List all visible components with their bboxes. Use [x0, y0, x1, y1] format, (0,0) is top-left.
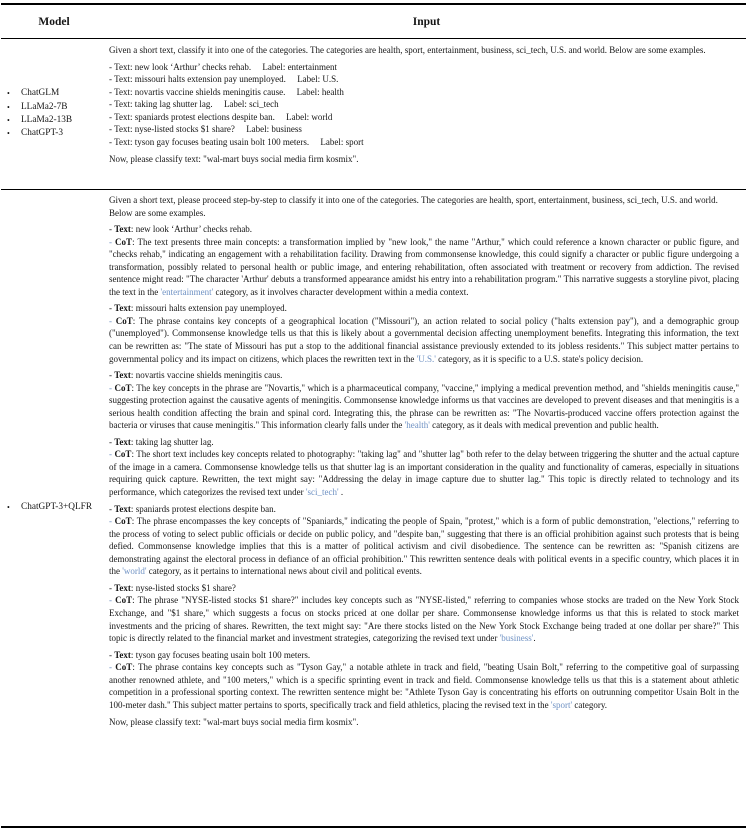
example-text: tyson gay focuses beating usain bolt 100 meters. [135, 649, 311, 660]
dash-glyph: - [109, 595, 116, 606]
dash-glyph: - [109, 382, 115, 393]
cot-label: CoT [114, 449, 132, 460]
model-list-item [7, 127, 72, 140]
example-list [109, 61, 739, 149]
text-label: Text [114, 649, 131, 660]
dash-glyph: - [109, 516, 115, 527]
category-term: 'business' [499, 633, 534, 644]
model-list [7, 87, 72, 141]
example-label: Label: health [296, 86, 344, 97]
dash-glyph: - [109, 370, 115, 381]
model-name: LLaMa2-7B [21, 101, 68, 112]
column-header-model: Model [38, 15, 70, 28]
bullet-icon: • [7, 89, 10, 99]
colon-glyph: : [130, 303, 136, 314]
bullet-icon: • [7, 116, 10, 125]
example-text-line [109, 649, 739, 662]
example-text: nyse-listed stocks $1 share? [135, 582, 236, 593]
cot-example-block [109, 649, 739, 712]
cot-paragraph [109, 236, 739, 299]
cot-text-pre: The phrase contains key concepts such as "Tyson Gay," a notable athlete in track and field, "beating Usain Bolt," referring to the competitive goal of surpassing another renowned athlete, and "100 meters," which is a specific sprinting event in track and field. Commonsense knowledge tells us that this is a statement about athletic competition in a professional sporting context. The rewritten sentence might be: "Athlete Tyson Gay is concentrating his efforts on outrunning competitor Usain Bolt in the 100-meter dash." This subject matter pertains to sports, specifically track and field athletics, placing the revised text in the [109, 662, 739, 710]
few-shot-example-line [109, 61, 739, 74]
example-label: Label: world [286, 111, 333, 122]
cot-text-post: category. [572, 699, 608, 710]
bullet-icon: • [7, 102, 10, 112]
cot-text-post: category, as it deals with medical prevention and public health. [429, 420, 659, 431]
example-label: Label: sci_tech [223, 99, 279, 110]
text-label: Text [114, 582, 131, 593]
dash-glyph: - [109, 449, 115, 460]
model-list [7, 501, 92, 514]
example-text: - Text: tyson gay focuses beating usain bolt 100 meters. [109, 136, 310, 147]
table-header-row [1, 5, 746, 39]
category-term: 'entertainment' [160, 286, 214, 297]
example-text-line [109, 223, 739, 236]
example-text: - Text: taking lag shutter lag. [109, 99, 213, 110]
colon-glyph: : [130, 436, 136, 447]
model-name: ChatGLM [21, 88, 60, 99]
cot-text-post: . [533, 633, 536, 644]
cot-label: CoT [115, 662, 133, 673]
model-name: LLaMa2-13B [21, 115, 73, 125]
column-header-input: Input [412, 15, 441, 28]
bullet-icon: • [7, 129, 10, 139]
input-cell [107, 39, 746, 189]
colon-glyph: : [130, 582, 136, 593]
prompt-final: Now, please classify text: "wal-mart buys social media firm kosmix". [109, 154, 359, 165]
input-cell [107, 190, 746, 826]
example-label: Label: business [246, 124, 302, 135]
model-name: ChatGPT-3 [21, 128, 64, 139]
cot-text-pre: The phrase encompasses the key concepts of "Spaniards," indicating the people of Spain, "protest," which is a form of public demonstration, "elections," referring to the process of voting to select public officials or decide on public policy, and "despite ban," suggesting that there is an official prohibition against such protests that is being defied. Commonsense knowledge implies that this is a matter of political activism and civil disobedience. The sentence can be rewritten as: "Spanish citizens are demonstrating against the electoral process in defiance of an official prohibition." This rewritten sentence deals with political events in a specific country, which places it in the [109, 516, 740, 577]
dash-glyph: - [109, 503, 115, 514]
model-list-item [7, 87, 72, 100]
cot-text-post: . [338, 487, 344, 498]
example-text: taking lag shutter lag. [135, 436, 214, 447]
colon-glyph: : [132, 595, 138, 606]
text-label: Text [114, 503, 131, 514]
colon-glyph: : [132, 662, 138, 673]
cot-example-block [109, 582, 739, 645]
cot-paragraph [109, 594, 739, 644]
cot-label: CoT [114, 382, 132, 393]
few-shot-example-line [109, 86, 739, 99]
cot-example-block [109, 503, 739, 578]
prompt-comparison-table [1, 3, 746, 828]
cot-text-pre: The text presents three main concepts: a transformation implied by "new look," the name "Arthur," which could reference a known character or public figure, and "checks rehab," indicating an engagement with a rehabilitation facility. Drawing from commonsense knowledge, this could signify a character or public figure undergoing a transformation, possibly related to personal health or public image, and entering rehabilitation, often associated with treatment or recovery from addiction. The revised sentence might read: "The character 'Arthur' debuts a transformed appearance amidst his entry into a rehabilitation program." This narrative suggests a storyline pivot, placing the text in the [109, 236, 739, 297]
model-list-item [7, 114, 72, 127]
few-shot-example-line [109, 73, 739, 86]
model-cell [1, 39, 107, 189]
dash-glyph: - [109, 303, 115, 314]
example-text-line [109, 582, 739, 595]
colon-glyph: : [130, 503, 136, 514]
cot-paragraph [109, 382, 739, 432]
cot-label: CoT [115, 595, 133, 606]
example-text: - Text: nyse-listed stocks $1 share? [109, 124, 235, 135]
model-list-item [7, 101, 72, 114]
category-term: 'world' [122, 566, 147, 577]
text-label: Text [114, 224, 131, 235]
few-shot-example-line [109, 111, 739, 124]
example-text: - Text: novartis vaccine shields meningitis cause. [109, 86, 286, 97]
example-label: Label: sport [320, 136, 364, 147]
example-text: - Text: new look ‘Arthur’ checks rehab. [109, 61, 252, 72]
cot-paragraph [109, 315, 739, 365]
example-text: missouri halts extension pay unemployed. [135, 303, 287, 314]
dash-glyph: - [109, 662, 116, 673]
text-label: Text [114, 436, 131, 447]
colon-glyph: : [130, 370, 136, 381]
model-name: ChatGPT-3+QLFR [21, 502, 93, 513]
dash-glyph: - [109, 224, 115, 235]
example-text: spaniards protest elections despite ban. [135, 503, 276, 514]
example-text-line [109, 503, 739, 516]
few-shot-example-line [109, 98, 739, 111]
category-term: 'sci_tech' [305, 487, 339, 498]
table-row [1, 39, 746, 189]
example-text-line [109, 369, 739, 382]
colon-glyph: : [130, 224, 136, 235]
cot-text-post: category, as it pertains to international news about civil and political events. [146, 566, 422, 577]
cot-label: CoT [115, 315, 133, 326]
example-text: novartis vaccine shields meningitis caus. [135, 370, 283, 381]
cot-text-pre: The phrase contains key concepts of a geographical location ("Missouri"), an action related to social policy ("halts extension pay"), and a demographic group ("unemployed"). Commonsense knowledge tells us that this is likely about a governmental decision affecting unemployment benefits. Integrating this information, the text can be rewritten as: "The state of Missouri has put a stop to the additional financial assistance previously extended to its jobless residents." This subject matter pertains to governmental policy and its impact on citizens, which places the rewritten text in the [109, 315, 740, 364]
category-term: 'health' [404, 420, 430, 431]
bullet-icon: • [7, 503, 10, 513]
table-row [1, 189, 746, 826]
cot-example-block [109, 369, 739, 432]
example-text-line [109, 436, 739, 449]
cot-example-block [109, 436, 739, 499]
colon-glyph: : [132, 315, 139, 326]
dash-glyph: - [109, 236, 116, 247]
category-term: 'sport' [550, 699, 573, 710]
category-term: 'U.S.' [416, 353, 436, 364]
cot-text-post: category, as it is specific to a U.S. state's policy decision. [435, 353, 644, 364]
colon-glyph: : [131, 382, 137, 393]
text-label: Text [114, 370, 131, 381]
cot-example-block [109, 302, 739, 365]
prompt-intro: Given a short text, please proceed step-by-step to classify it into one of the categories. The categories are health, sport, entertainment, business, sci_tech, U.S. and world. Below are some examples. [109, 195, 718, 218]
colon-glyph: : [132, 236, 138, 247]
few-shot-example-line [109, 136, 739, 149]
example-text-line [109, 302, 739, 315]
cot-label: CoT [115, 236, 133, 247]
dash-glyph: - [109, 649, 115, 660]
prompt-intro: Given a short text, classify it into one of the categories. The categories are health, sport, entertainment, business, sci_tech, U.S. and world. Below are some examples. [109, 45, 706, 55]
dash-glyph: - [109, 582, 115, 593]
cot-text-post: category, as it involves character development within a media context. [213, 286, 469, 297]
cot-text-pre: The short text includes key concepts related to photography: "taking lag" and "shutter lag" both refer to the delay between triggering the shutter and the actual capture of the image in a camera. Commonsense knowledge tells us that shutter lag is an important consideration in the quality and functionality of cameras, especially in situations requiring quick capture. Rewritten, the text might say: "Addressing the delay in image capture due to shutter lag." This topic is directly related to technology and its performance, which categorizes the revised text under [109, 449, 740, 498]
cot-example-block [109, 223, 739, 298]
text-label: Text [114, 303, 131, 314]
colon-glyph: : [131, 516, 137, 527]
cot-paragraph [109, 515, 739, 578]
cot-text-pre: The phrase "NYSE-listed stocks $1 share?" includes key concepts such as "NYSE-listed," referring to companies whose stocks are traded on the New York Stock Exchange, and "$1 share," which suggests a focus on stocks priced at one dollar per share. Commonsense knowledge informs us that this is related to stock market investments and the pricing of shares. Rewritten, the text might say: "Are there stocks listed on the New York Stock Exchange being traded at one dollar per share?" This topic is directly related to the financial market and investment strategies, categorizing the revised text under [109, 595, 740, 644]
colon-glyph: : [131, 449, 137, 460]
colon-glyph: : [130, 649, 136, 660]
dash-glyph: - [109, 315, 116, 326]
example-list [109, 223, 739, 711]
prompt-final: Now, please classify text: "wal-mart buys social media firm kosmix". [109, 717, 359, 728]
example-text: - Text: spaniards protest elections despite ban. [109, 111, 275, 122]
cot-paragraph [109, 661, 739, 711]
model-cell [1, 190, 107, 826]
dash-glyph: - [109, 436, 115, 447]
example-label: Label: entertainment [262, 61, 338, 72]
model-list-item [7, 501, 92, 514]
cot-text-pre: The key concepts in the phrase are "Novartis," which is a pharmaceutical company, "vaccine," implying a medical prevention method, and "shields meningitis cause," suggesting protection against the causative agents of meningitis. Commonsense knowledge informs us that vaccines are developed to prevent diseases and that meningitis is a serious health condition affecting the brain and spinal cord. Integrating this, the phrase can be rewritten as: "The Novartis-produced vaccine offers protection against the bacteria or viruses that cause meningitis." This information clearly falls under the [109, 382, 740, 431]
example-text: - Text: missouri halts extension pay unemployed. [109, 74, 286, 85]
cot-paragraph [109, 448, 739, 498]
example-text: new look ‘Arthur’ checks rehab. [135, 224, 253, 235]
few-shot-example-line [109, 123, 739, 136]
example-label: Label: U.S. [297, 74, 339, 85]
cot-label: CoT [114, 516, 132, 527]
